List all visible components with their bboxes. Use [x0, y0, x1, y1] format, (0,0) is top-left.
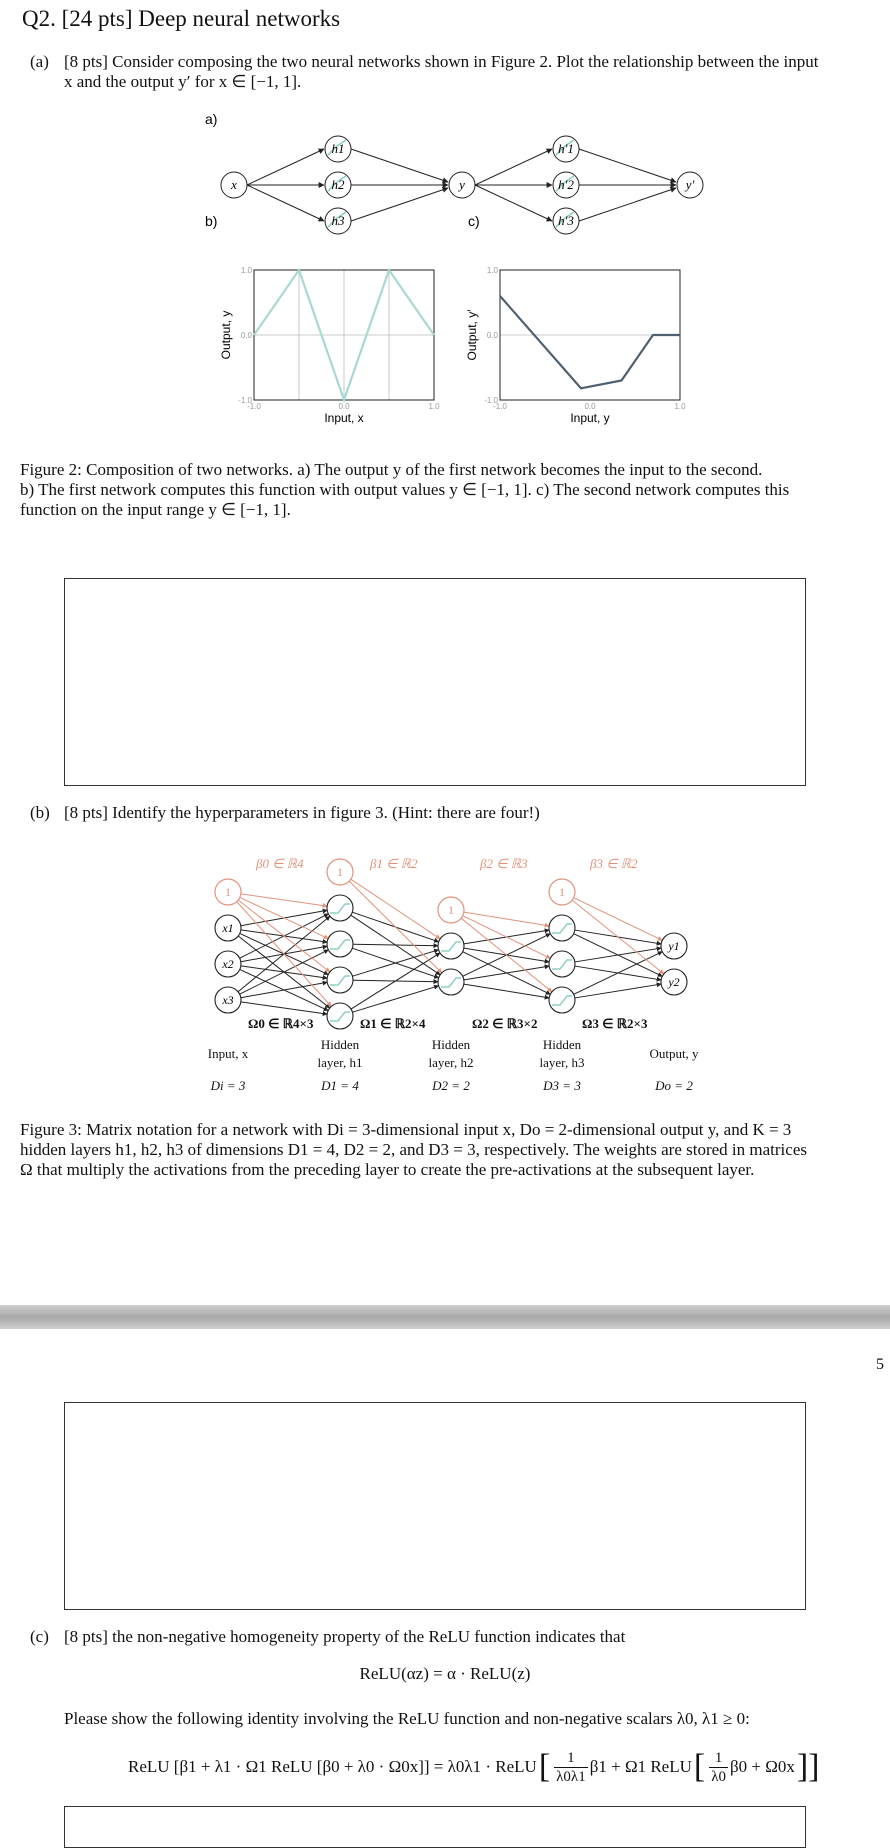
bias-edge-L2-1 — [463, 916, 551, 959]
figure-3 — [190, 850, 730, 1100]
frac1-numerator: 1 — [567, 1749, 575, 1766]
bias-node-label-2: 1 — [448, 903, 454, 917]
panel-b-label: b) — [205, 213, 218, 229]
node-h2-label: h2 — [331, 177, 345, 192]
plot-b-ytick-2: -1.0 — [238, 396, 252, 405]
figure-2-caption — [20, 460, 886, 520]
plot-b-ytick-1: 0.0 — [240, 331, 252, 340]
figure-3-caption-line3: Ω that multiply the activations from the preceding layer to create the pre-activations at the subsequent layer. — [20, 1160, 755, 1179]
node-L1-2 — [327, 967, 353, 993]
beta2-label: β2 ∈ ℝ3 — [480, 856, 528, 871]
figure-3-caption — [20, 1120, 886, 1180]
node-L2-0 — [438, 933, 464, 959]
beta3-label: β3 ∈ ℝ2 — [590, 856, 638, 871]
plot-b-ylabel: Output, y — [219, 310, 233, 360]
node-h3-prime-label: h′3 — [558, 213, 574, 228]
layer-input-dim: Di = 3 — [210, 1078, 246, 1093]
figure-3-caption-line2: hidden layers h1, h2, h3 of dimensions D1 = 4, D2 = 2, and D3 = 3, respectively. The weights are stored in matrices — [20, 1140, 807, 1159]
omega1-label: Ω1 ∈ ℝ2×4 — [360, 1016, 426, 1031]
relu-homogeneity-equation: ReLU(αz) = α · ReLU(z) — [359, 1664, 531, 1683]
plot-b-xlabel: Input, x — [324, 411, 364, 425]
plot-c-ylabel: Output, y′ — [465, 309, 479, 361]
page-number: 5 — [876, 1356, 884, 1373]
plot-b-xtick-2: 1.0 — [428, 402, 440, 411]
omega2-label: Ω2 ∈ ℝ3×2 — [472, 1016, 538, 1031]
layer-output-dim: Do = 2 — [655, 1078, 693, 1093]
output-node-label-1: y2 — [668, 975, 680, 989]
part-b-label: (b) — [30, 803, 50, 822]
bias-edge-L0-2 — [238, 900, 330, 972]
bias-edge-L2-0 — [464, 912, 549, 926]
layer-h1-dim: D1 = 4 — [321, 1078, 359, 1093]
node-h2-prime-label: h′2 — [558, 177, 574, 192]
answer-box-c[interactable] — [64, 1806, 806, 1848]
plot-c-ytick-0: 1.0 — [486, 266, 498, 275]
plot-c-xlabel: Input, y — [570, 411, 610, 425]
answer-box-b[interactable] — [64, 1402, 806, 1610]
plot-c-xtick-2: 1.0 — [674, 402, 686, 411]
node-h3-label: h3 — [331, 213, 345, 228]
part-c-text2: Please show the following identity involving the ReLU function and non-negative scalars λ0, λ1 ≥ 0: — [64, 1709, 750, 1728]
bias-edge-L3-0 — [574, 898, 663, 941]
edge-L3-2-0 — [574, 952, 663, 995]
beta0-label: β0 ∈ ℝ4 — [256, 856, 304, 871]
node-L1-3 — [327, 1003, 353, 1029]
bias-edge-L1-1 — [349, 881, 442, 973]
node-L3-2 — [549, 987, 575, 1013]
node-L3-0 — [549, 915, 575, 941]
layer-h3-line2: layer, h3 — [539, 1055, 585, 1070]
identity-mid: β1 + Ω1 ReLU — [589, 1757, 692, 1776]
figure-2-caption-line3: function on the input range y ∈ [−1, 1]. — [20, 500, 291, 519]
frac2-denominator: λ0 — [711, 1768, 726, 1785]
figure-2 — [190, 100, 730, 430]
part-a-label: (a) — [30, 52, 49, 71]
bias-node-label-3: 1 — [559, 885, 565, 899]
edge-L2-1-2 — [464, 984, 549, 998]
layer-h2-line2: layer, h2 — [428, 1055, 474, 1070]
layer-h3-line1: Hidden — [542, 1037, 582, 1052]
input-node-label-0: x1 — [222, 921, 234, 935]
input-node-label-2: x3 — [222, 993, 234, 1007]
plot-c-xtick-0: -1.0 — [493, 402, 507, 411]
plot-b-xtick-1: 0.0 — [338, 402, 350, 411]
plot-c-ytick-1: 0.0 — [486, 331, 498, 340]
question-title: Q2. [24 pts] Deep neural networks — [22, 6, 341, 31]
bias-edge-L0-1 — [240, 897, 328, 938]
identity-lhs: ReLU [β1 + λ1 · Ω1 ReLU [β0 + λ0 · Ω0x]] = λ0λ1 · ReLU — [128, 1757, 537, 1776]
node-h1-label: h1 — [331, 141, 345, 156]
plot-c-xtick-1: 0.0 — [584, 402, 596, 411]
part-b-text: [8 pts] Identify the hyperparameters in figure 3. (Hint: there are four!) — [64, 803, 540, 822]
beta1-label: β1 ∈ ℝ2 — [370, 856, 418, 871]
node-x-label: x — [231, 177, 237, 192]
node-y-prime-label: y′ — [685, 177, 695, 192]
part-a-text-line1: [8 pts] Consider composing the two neural networks shown in Figure 2. Plot the relationship between the input — [64, 52, 819, 71]
frac2-numerator: 1 — [714, 1749, 723, 1766]
edge-L1-3-0 — [351, 953, 440, 1009]
part-c-label: (c) — [30, 1627, 49, 1646]
plot-c-ytick-2: -1.0 — [484, 396, 498, 405]
identity-equation: ReLU [β1 + λ1 · Ω1 ReLU [β0 + λ0 · Ω0x]] = λ0λ1 · ReLU [ $\frac{1}{\lambda 0\lambda 1}$ β1 + Ω1 ReLU [ $\frac{1}{\lambda 0}$ β0 + Ω0x ]] — [128, 1748, 820, 1785]
figure-3-caption-line1: Figure 3: Matrix notation for a network with Di = 3-dimensional input x, Do = 2-dimensional output y, and K = 3 — [20, 1120, 792, 1139]
page-separator — [0, 1305, 890, 1329]
node-L3-1 — [549, 951, 575, 977]
bias-node-label-0: 1 — [225, 885, 231, 899]
bias-node-label-1: 1 — [337, 865, 343, 879]
part-c-text: [8 pts] the non-negative homogeneity property of the ReLU function indicates that — [64, 1627, 626, 1646]
node-L1-0 — [327, 895, 353, 921]
edge-L0-2-1 — [240, 950, 329, 994]
figure-2-caption-line2: b) The first network computes this function with output values y ∈ [−1, 1]. c) The second network computes this — [20, 480, 790, 499]
plot-b-ytick-0: 1.0 — [240, 266, 252, 275]
bias-edge-L3-1 — [572, 900, 664, 974]
layer-output-line1: Output, y — [649, 1046, 699, 1061]
frac1-denominator: λ0λ1 — [556, 1768, 586, 1785]
bias-edge-L0-3 — [237, 902, 332, 1007]
output-node-label-0: y1 — [668, 939, 680, 953]
input-node-label-1: x2 — [222, 957, 234, 971]
omega0-label: Ω0 ∈ ℝ4×3 — [248, 1016, 314, 1031]
layer-input-line1: Input, x — [207, 1046, 249, 1061]
plot-c — [465, 266, 686, 425]
bias-edge-L2-2 — [461, 918, 552, 992]
node-h1-prime-label: h′1 — [558, 141, 574, 156]
layer-h1-line2: layer, h1 — [317, 1055, 363, 1070]
layer-h3-dim: D3 = 3 — [543, 1078, 581, 1093]
edge-L1-3-1 — [352, 986, 438, 1012]
layer-h2-dim: D2 = 2 — [432, 1078, 470, 1093]
identity-end: β0 + Ω0x — [729, 1757, 795, 1776]
edge-L1-2-0 — [352, 950, 438, 976]
panel-c-label: c) — [468, 213, 480, 229]
omega3-label: Ω3 ∈ ℝ2×3 — [582, 1016, 648, 1031]
edge-L3-1-0 — [575, 948, 661, 962]
edge-L2-1-1 — [464, 966, 549, 980]
layer-h1-line1: Hidden — [320, 1037, 360, 1052]
plot-b-xtick-0: -1.0 — [247, 402, 261, 411]
part-a-text-line2: x and the output y′ for x ∈ [−1, 1]. — [64, 72, 302, 91]
answer-box-a[interactable] — [64, 578, 806, 786]
layer-h2-line1: Hidden — [431, 1037, 471, 1052]
node-L2-1 — [438, 969, 464, 995]
node-L1-1 — [327, 931, 353, 957]
edge-L3-2-1 — [575, 984, 661, 998]
figure-2-caption-line1: Figure 2: Composition of two networks. a) The output y of the first network becomes the input to the second. — [20, 460, 763, 479]
bias-edge-L1-0 — [351, 879, 440, 939]
node-y-label: y — [459, 177, 465, 192]
plot-c-series-line — [500, 296, 680, 388]
panel-a-label: a) — [205, 111, 218, 127]
plot-b — [219, 266, 440, 425]
